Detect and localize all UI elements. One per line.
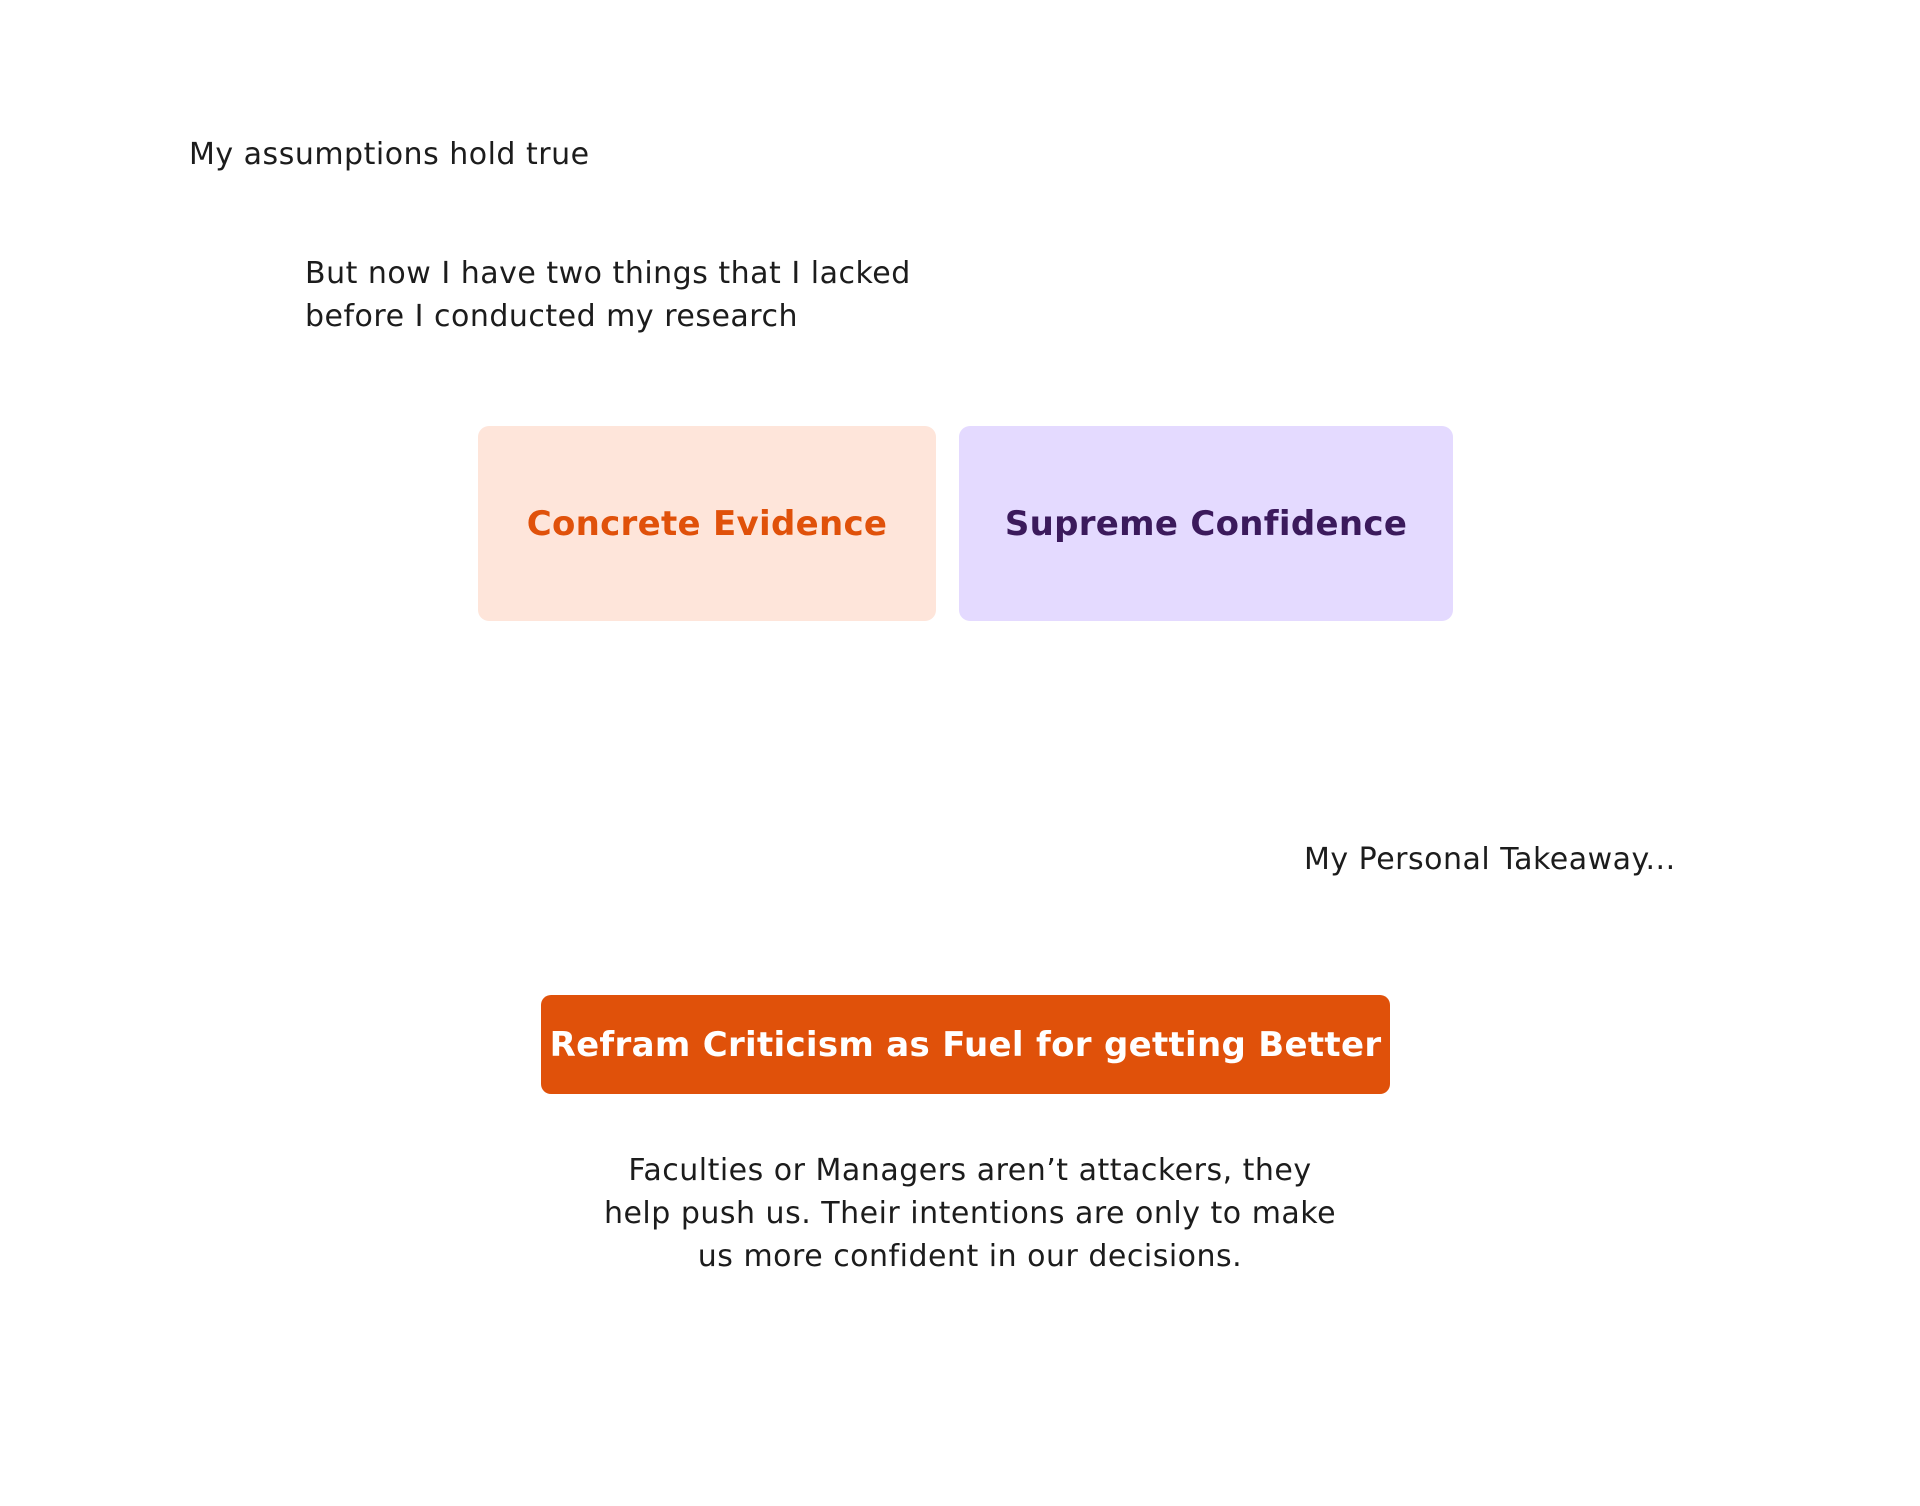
- closing-paragraph: [570, 1149, 1370, 1278]
- closing-line-2: help push us. Their intentions are only to make: [603, 1196, 1337, 1231]
- concrete-evidence-card: Concrete Evidence: [478, 426, 936, 621]
- supreme-confidence-card: Supreme Confidence: [959, 426, 1453, 621]
- personal-takeaway-label: My Personal Takeaway...: [1304, 842, 1676, 877]
- lacked-line-1: But now I have two things that I lacked: [305, 256, 911, 291]
- closing-line-3: us more confident in our decisions.: [697, 1239, 1243, 1274]
- assumptions-text: My assumptions hold true: [189, 137, 590, 172]
- takeaway-banner: Refram Criticism as Fuel for getting Better: [541, 995, 1390, 1094]
- lacked-statement: [305, 252, 911, 338]
- closing-line-1: Faculties or Managers aren’t attackers, they: [628, 1153, 1312, 1188]
- lacked-line-2: before I conducted my research: [305, 299, 798, 334]
